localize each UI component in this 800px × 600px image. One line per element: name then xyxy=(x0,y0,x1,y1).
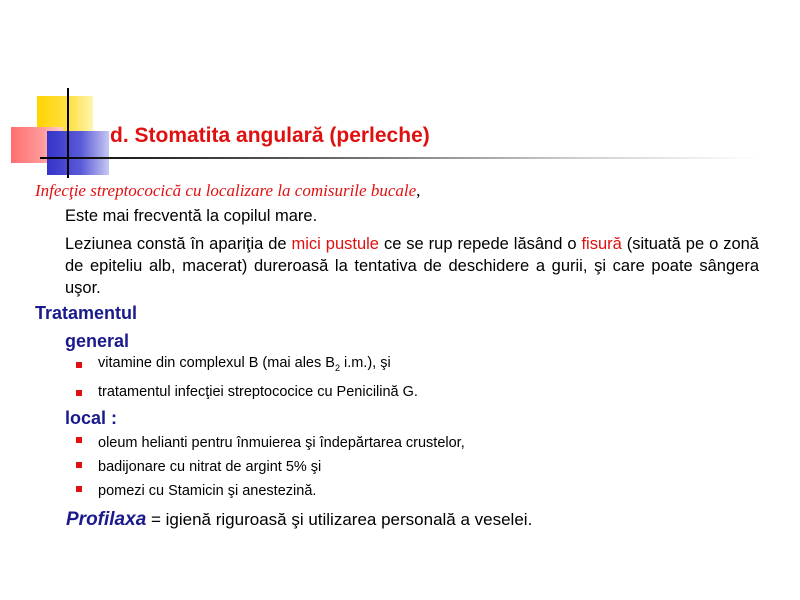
slide-title: d. Stomatita angulară (perleche) xyxy=(110,124,430,147)
bullet-marker xyxy=(76,486,82,492)
intro-line xyxy=(35,181,420,201)
local-item: pomezi cu Stamicin şi anestezină. xyxy=(98,483,317,499)
bullet-marker xyxy=(76,362,82,368)
lesion-highlight-pustules: mici pustule xyxy=(291,235,379,253)
treatment-heading: Tratamentul xyxy=(35,303,138,323)
local-item: badijonare cu nitrat de argint 5% şi xyxy=(98,459,322,475)
decorative-blue-square xyxy=(47,131,109,175)
local-subheading: local : xyxy=(65,408,118,428)
title-underline xyxy=(40,157,760,159)
bullet-marker xyxy=(76,462,82,468)
lesion-text-a: Leziunea constă în apariţia de xyxy=(65,235,292,253)
bullet-marker xyxy=(76,390,82,396)
vitamins-text: vitamine din complexul B (mai ales B xyxy=(98,355,335,371)
decorative-vertical-line xyxy=(67,88,69,178)
general-subheading: general xyxy=(65,331,130,351)
general-item-vitamins xyxy=(98,355,391,373)
prophylaxis-keyword: Profilaxa xyxy=(66,509,147,530)
prophylaxis-line xyxy=(66,509,532,531)
general-item-penicillin: tratamentul infecţiei streptococice cu Penicilină G. xyxy=(98,384,418,400)
lesion-highlight-fissure: fisură xyxy=(581,235,622,253)
local-item: oleum helianti pentru înmuierea şi îndepărtarea crustelor, xyxy=(98,435,465,451)
intro-text: Infecţie streptococică cu localizare la comisurile bucale xyxy=(35,181,417,200)
vitamins-subscript: 2 xyxy=(334,362,340,373)
paragraph-lesion xyxy=(65,233,759,299)
lesion-text-c: (situată pe o zonă de epiteliu alb, macerat) dureroasă la tentativa de deschidere a gurii, şi care poate sângera uşor. xyxy=(65,235,759,297)
lesion-text-b: ce se rup repede lăsând o xyxy=(379,235,582,253)
vitamins-text-end: i.m.), şi xyxy=(339,355,391,371)
bullet-marker xyxy=(76,437,82,443)
prophylaxis-text: = igienă riguroasă şi utilizarea personală a veselei. xyxy=(146,510,533,529)
intro-punctuation: , xyxy=(416,181,421,200)
paragraph-frequency: Este mai frecventă la copilul mare. xyxy=(65,207,318,225)
